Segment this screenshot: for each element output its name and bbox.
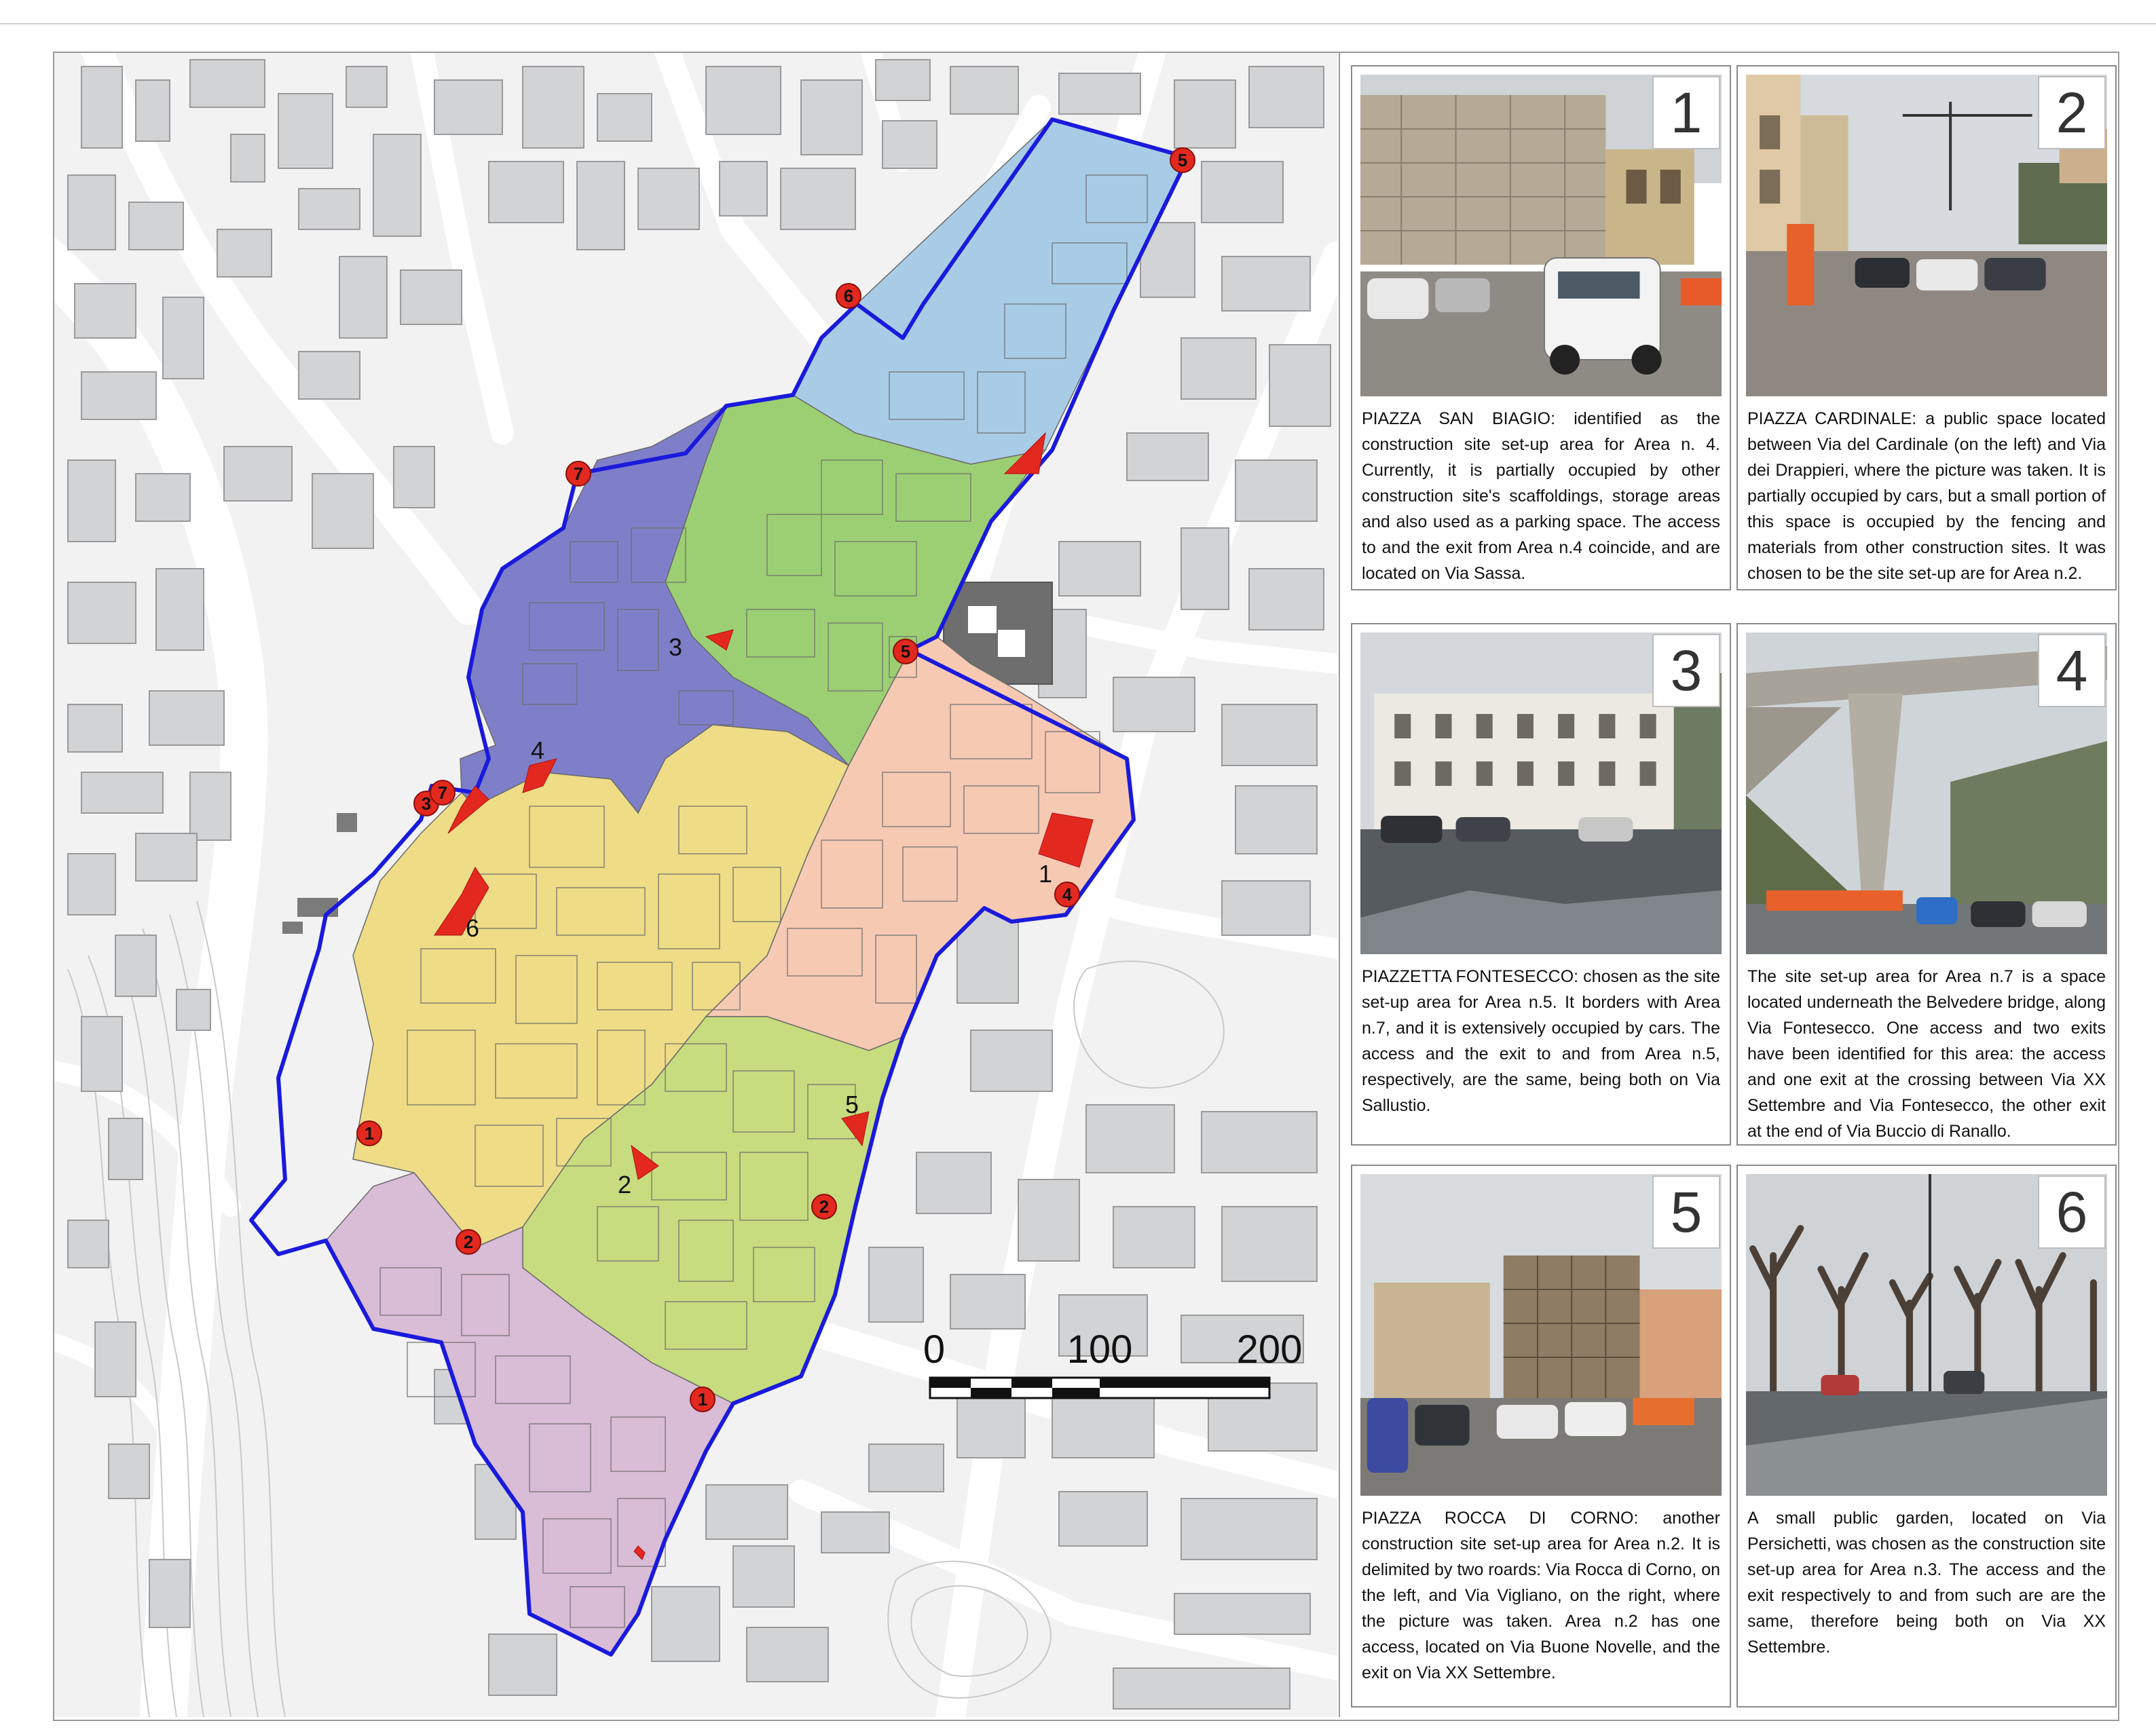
map-divider (1339, 53, 1340, 1717)
access-marker-label: 2 (819, 1196, 830, 1217)
photo-number-5: 5 (1652, 1175, 1720, 1249)
small-dark-building (337, 813, 357, 832)
urban-map[interactable] (54, 53, 1337, 1717)
site-label: 1 (1039, 860, 1053, 888)
photo-panel-5 (1351, 1165, 1731, 1707)
access-marker-label: 6 (843, 286, 854, 306)
access-marker-label: 7 (437, 782, 448, 803)
site-label: 5 (845, 1091, 859, 1118)
dark-building-courtyard (968, 606, 997, 633)
photo-number-2: 2 (2038, 76, 2106, 149)
photo-panel-2 (1736, 65, 2117, 590)
site-label: 4 (531, 736, 545, 764)
photo-number-6: 6 (2038, 1175, 2106, 1249)
site-label: 6 (466, 914, 480, 942)
access-marker-label: 5 (900, 641, 911, 662)
site-label: 3 (669, 633, 683, 661)
photo-panel-1 (1351, 65, 1731, 590)
scale-label-200: 200 (1236, 1327, 1303, 1372)
photo-panel-6 (1736, 1165, 2117, 1707)
access-marker-label: 5 (1177, 150, 1188, 170)
photo-panel-3 (1351, 623, 1731, 1146)
site-label: 2 (618, 1171, 632, 1199)
top-rule (0, 23, 2156, 24)
photo-caption-4: The site set-up area for Area n.7 is a space located underneath the Belvedere bridge, along Via Fontesecco. One access and two exits have been identified for this area: the access and one exit at the crossing between Via XX Settembre and Via Fontesecco, the other exit at the end of Via Buccio di Ranallo. (1747, 967, 2106, 1141)
access-marker-label: 7 (573, 464, 584, 484)
scale-label-100: 100 (1066, 1327, 1133, 1372)
photo-caption-1: PIAZZA SAN BIAGIO: identified as the construction site set-up area for Area n. 4. Currently, it is partially occupied by other construction site's scaffoldings, storage areas and also used as a parking space. The access to and the exit from Area n.4 coincide, and are located on Via Sassa. (1362, 409, 1720, 583)
access-marker-label: 3 (421, 793, 432, 814)
photo-panel-4 (1736, 623, 2117, 1146)
photo-number-1: 1 (1652, 76, 1720, 149)
photo-number-3: 3 (1652, 634, 1720, 707)
photo-caption-3: PIAZZETTA FONTESECCO: chosen as the site set-up area for Area n.5. It borders with Area n.7, and it is extensively occupied by cars. The access and the exit to and from Area n.5, respectively, are the same, being both on Via Sallustio. (1362, 967, 1720, 1115)
scale-label-0: 0 (923, 1327, 946, 1372)
access-marker-label: 1 (697, 1389, 708, 1410)
photo-number-4: 4 (2038, 634, 2106, 707)
photo-caption-2: PIAZZA CARDINALE: a public space located between Via del Cardinale (on the left) and Via dei Drappieri, where the picture was taken. It is partially occupied by cars, but a small portion of this space is occupied by the fencing and materials from other construction sites. It was chosen to be the site set-up are for Area n.2. (1747, 409, 2106, 583)
photo-caption-5: PIAZZA ROCCA DI CORNO: another construction site set-up area for Area n.2. It is delimited by two roards: Via Rocca di Corno, on the left, and Via Vigliano, on the right, where the picture was taken. Area n.2 has one access, located on Via Buone Novelle, and the exit on Via XX Settembre. (1362, 1509, 1720, 1682)
dark-building-courtyard (998, 630, 1025, 657)
photo-caption-6: A small public garden, located on Via Persichetti, was chosen as the construction site set-up area for Area n.3. The access and the exit respectively to and from such are are the same, therefore being both on Via XX Settembre. (1747, 1509, 2106, 1657)
access-marker-label: 1 (364, 1123, 375, 1144)
small-dark-building (282, 922, 303, 934)
access-marker-label: 4 (1062, 884, 1073, 905)
access-marker-label: 2 (463, 1232, 474, 1252)
map-panel[interactable] (54, 53, 1337, 1717)
